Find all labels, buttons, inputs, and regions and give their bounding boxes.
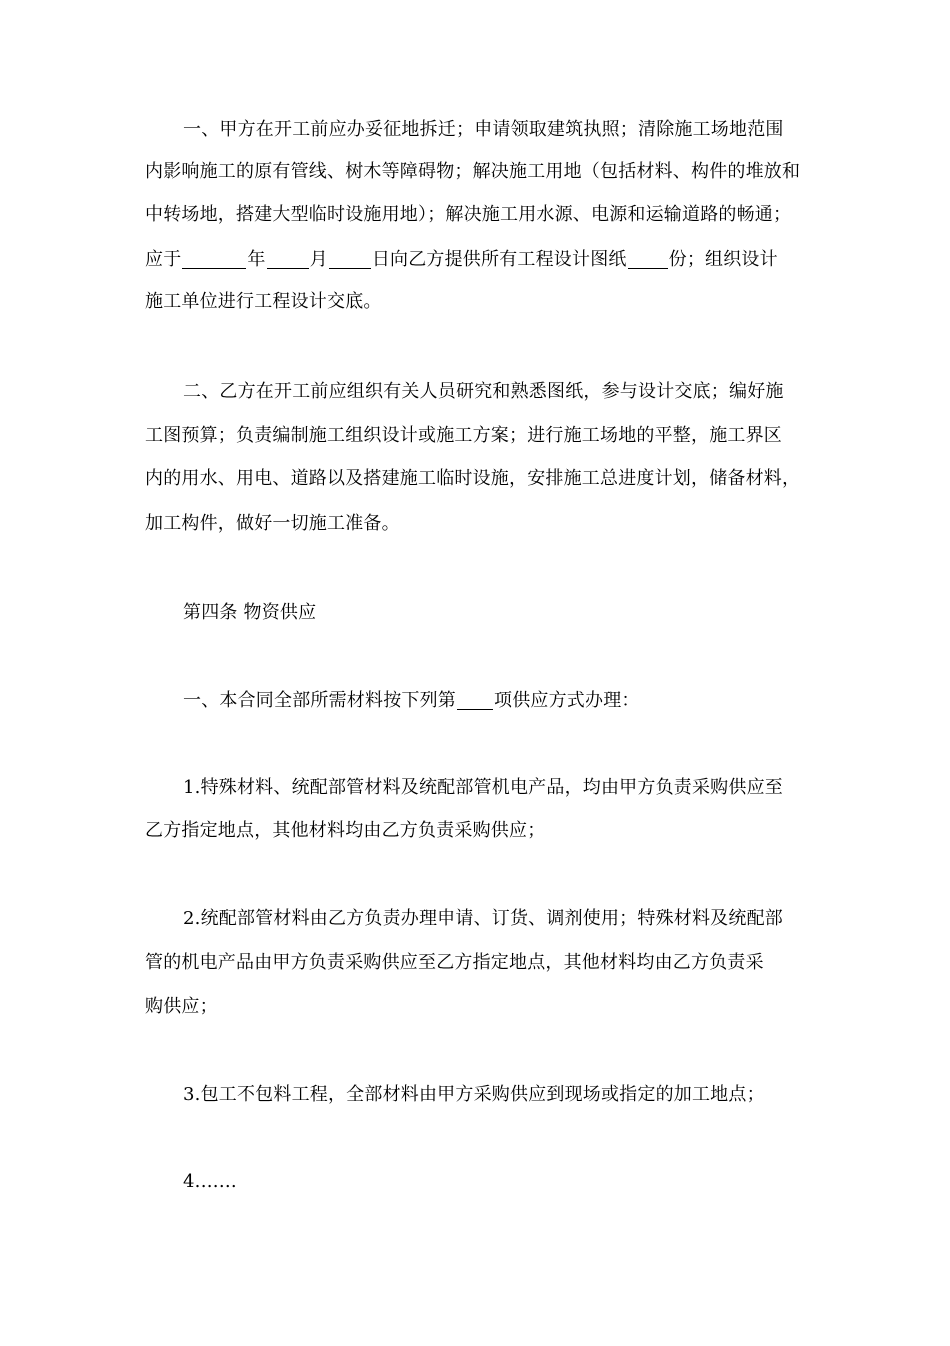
clause-b-line-4: 加工构件，做好一切施工准备。 bbox=[145, 513, 400, 534]
date-year-blank bbox=[182, 250, 246, 269]
option-3-line-1: 3.包工不包料工程，全部材料由甲方采购供应到现场或指定的加工地点； bbox=[183, 1084, 765, 1105]
clause-a-line-3: 中转场地，搭建大型临时设施用地）；解决施工用水源、电源和运输道路的畅通； bbox=[145, 204, 792, 225]
supply-intro-text-2: 项供应方式办理： bbox=[494, 690, 640, 711]
clause-a-line-4-text-2: 年 bbox=[247, 249, 266, 270]
date-day-blank bbox=[329, 250, 371, 269]
article-4-heading: 第四条 物资供应 bbox=[183, 602, 317, 623]
clause-a-line-4 bbox=[145, 248, 825, 272]
clause-a-line-5: 施工单位进行工程设计交底。 bbox=[145, 291, 382, 312]
clause-a-line-4-text-1: 应于 bbox=[145, 249, 182, 270]
supply-intro-text-1: 一、本合同全部所需材料按下列第 bbox=[183, 690, 456, 711]
clause-a-line-4-text-5: 份；组织设计 bbox=[668, 249, 778, 270]
clause-b-line-3: 内的用水、用电、道路以及搭建施工临时设施，安排施工总进度计划，储备材料， bbox=[145, 468, 801, 489]
option-2-line-2: 管的机电产品由甲方负责采购供应至乙方指定地点，其他材料均由乙方负责采 bbox=[145, 952, 764, 973]
option-2-line-3: 购供应； bbox=[145, 996, 218, 1017]
clause-a-line-1: 一、甲方在开工前应办妥征地拆迁；申请领取建筑执照；清除施工场地范围 bbox=[183, 119, 784, 140]
copies-blank bbox=[628, 250, 668, 269]
clause-a-line-4-text-4: 日向乙方提供所有工程设计图纸 bbox=[371, 249, 627, 270]
option-4-line-1: 4.…… bbox=[183, 1171, 237, 1192]
option-2-line-1: 2.统配部管材料由乙方负责办理申请、订货、调剂使用；特殊材料及统配部 bbox=[183, 908, 783, 929]
option-1-line-1: 1.特殊材料、统配部管材料及统配部管机电产品，均由甲方负责采购供应至 bbox=[183, 777, 783, 798]
date-month-blank bbox=[267, 250, 309, 269]
supply-option-blank bbox=[457, 691, 493, 710]
clause-b-line-2: 工图预算；负责编制施工组织设计或施工方案；进行施工场地的平整，施工界区 bbox=[145, 425, 782, 446]
clause-a-line-4-text-3: 月 bbox=[309, 249, 328, 270]
clause-b-line-1: 二、乙方在开工前应组织有关人员研究和熟悉图纸，参与设计交底；编好施 bbox=[183, 381, 784, 402]
clause-a-line-2: 内影响施工的原有管线、树木等障碍物；解决施工用地（包括材料、构件的堆放和 bbox=[145, 161, 801, 182]
option-1-line-2: 乙方指定地点，其他材料均由乙方负责采购供应； bbox=[145, 820, 546, 841]
supply-intro bbox=[183, 689, 823, 713]
